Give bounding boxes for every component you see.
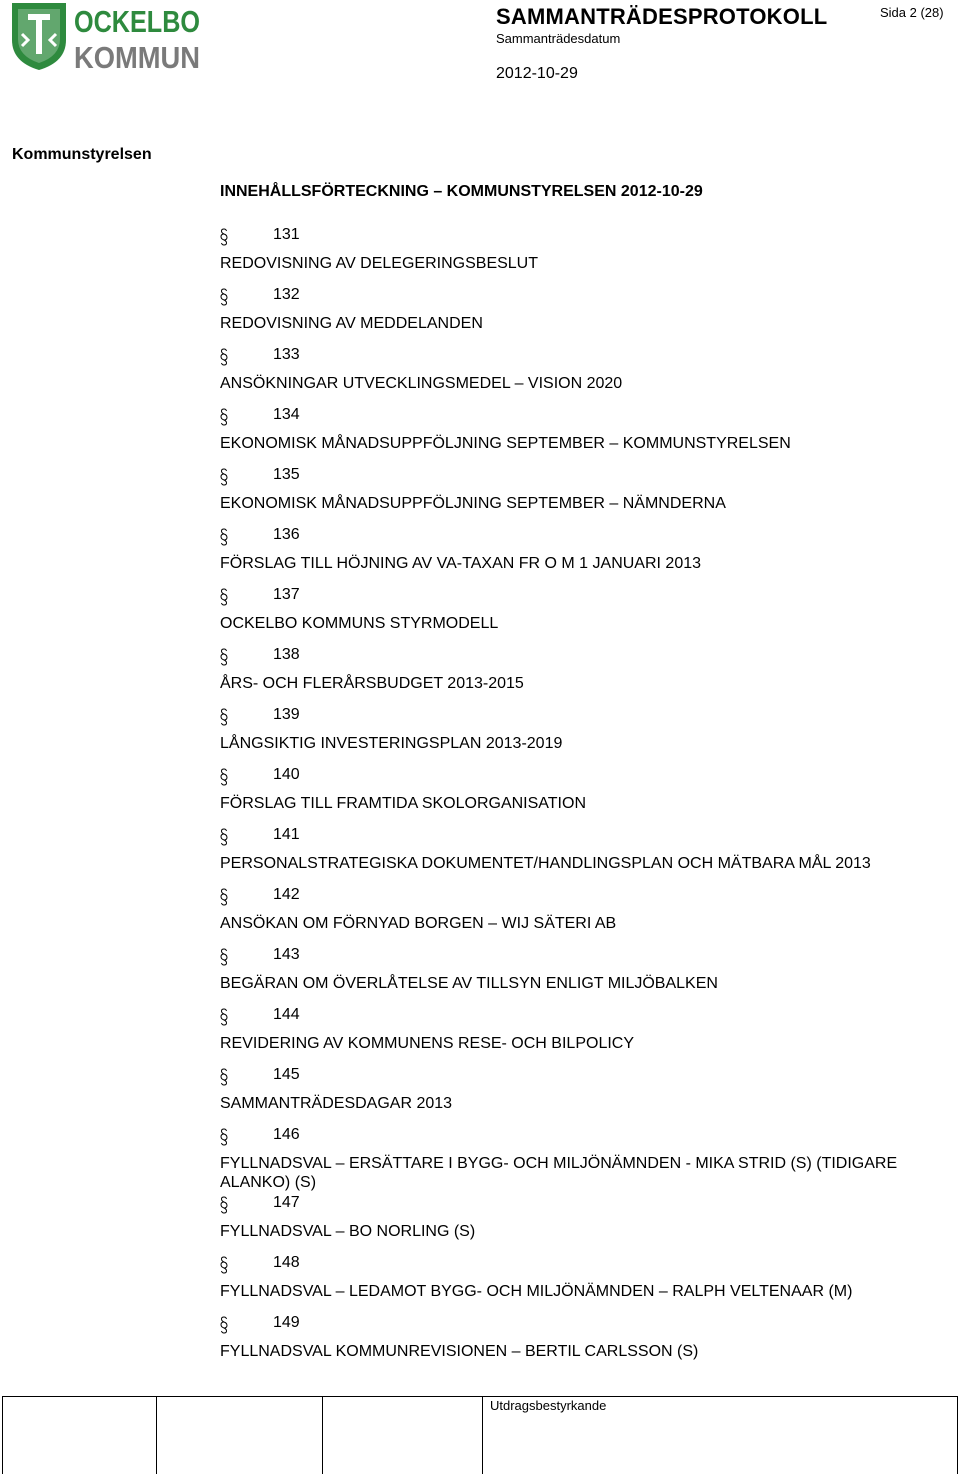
meeting-date-label: Sammanträdesdatum <box>496 31 621 46</box>
toc-item-title: PERSONALSTRATEGISKA DOKUMENTET/HANDLINGSPLAN OCH MÄTBARA MÅL 2013 <box>220 855 871 872</box>
protocol-title: SAMMANTRÄDESPROTOKOLL <box>496 4 828 29</box>
section-sign-icon <box>220 888 228 906</box>
toc-item <box>220 824 950 884</box>
toc-item-number-row <box>220 284 950 314</box>
toc-item-number: 137 <box>273 586 300 603</box>
toc-item-title: FYLLNADSVAL – ERSÄTTARE I BYGG- OCH MILJÖNÄMNDEN - MIKA STRID (S) (TIDIGARE ALANKO) (S) <box>220 1155 898 1191</box>
section-sign-icon <box>220 708 228 726</box>
toc-heading: INNEHÅLLSFÖRTECKNING – KOMMUNSTYRELSEN 2012-10-29 <box>220 183 703 200</box>
section-sign-icon <box>220 408 228 426</box>
toc-item-title: FÖRSLAG TILL HÖJNING AV VA-TAXAN FR O M 1 JANUARI 2013 <box>220 555 702 572</box>
toc-item-number: 144 <box>273 1006 300 1023</box>
toc-item-number-row <box>220 1252 950 1282</box>
toc-item-number: 132 <box>273 286 300 303</box>
municipal-crest-icon <box>8 0 203 75</box>
ockelbo-kommun-logo <box>8 0 203 75</box>
toc-item-title: ANSÖKNINGAR UTVECKLINGSMEDEL – VISION 2020 <box>220 375 623 392</box>
toc-item-title: OCKELBO KOMMUNS STYRMODELL <box>220 615 499 632</box>
toc-item-number: 145 <box>273 1066 300 1083</box>
toc-item-title: FÖRSLAG TILL FRAMTIDA SKOLORGANISATION <box>220 795 586 812</box>
toc-item-number: 133 <box>273 346 300 363</box>
toc-item-title: FYLLNADSVAL KOMMUNREVISIONEN – BERTIL CARLSSON (S) <box>220 1343 699 1360</box>
signature-box <box>156 1396 322 1474</box>
section-sign-icon <box>220 588 228 606</box>
toc-item-number: 140 <box>273 766 300 783</box>
section-sign-icon <box>220 768 228 786</box>
signature-box <box>322 1396 482 1474</box>
toc-item <box>220 524 950 584</box>
toc-item-number: 143 <box>273 946 300 963</box>
toc-item-number-row <box>220 1064 950 1094</box>
section-sign-icon <box>220 288 228 306</box>
toc-item-number: 142 <box>273 886 300 903</box>
toc-item-number: 136 <box>273 526 300 543</box>
toc-item-number: 141 <box>273 826 300 843</box>
toc-item <box>220 584 950 644</box>
section-sign-icon <box>220 1196 228 1214</box>
toc-item-title: ÅRS- OCH FLERÅRSBUDGET 2013-2015 <box>220 675 524 692</box>
toc-item-number: 148 <box>273 1254 300 1271</box>
toc-item <box>220 344 950 404</box>
logo-text-bottom: KOMMUN <box>74 40 200 75</box>
toc-item-number-row <box>220 344 950 374</box>
toc-item-number-row <box>220 1004 950 1034</box>
section-sign-icon <box>220 1256 228 1274</box>
toc-item-title: LÅNGSIKTIG INVESTERINGSPLAN 2013-2019 <box>220 735 563 752</box>
toc-item <box>220 1064 950 1124</box>
section-sign-icon <box>220 348 228 366</box>
section-sign-icon <box>220 1316 228 1334</box>
section-sign-icon <box>220 1008 228 1026</box>
toc-item-number-row <box>220 704 950 734</box>
section-sign-icon <box>220 1128 228 1146</box>
toc-item <box>220 764 950 824</box>
logo-text-top: OCKELBO <box>74 4 200 39</box>
toc-item-number-row <box>220 464 950 494</box>
toc-item-number: 138 <box>273 646 300 663</box>
toc-item-number-row <box>220 524 950 554</box>
signature-box <box>2 1396 156 1474</box>
toc-item <box>220 1004 950 1064</box>
toc-item-title: EKONOMISK MÅNADSUPPFÖLJNING SEPTEMBER – NÄMNDERNA <box>220 495 726 512</box>
section-sign-icon <box>220 648 228 666</box>
toc-item-number: 149 <box>273 1314 300 1331</box>
toc-item-title: SAMMANTRÄDESDAGAR 2013 <box>220 1095 453 1112</box>
toc-item-number-row <box>220 884 950 914</box>
page-number: Sida 2 (28) <box>880 5 944 20</box>
section-sign-icon <box>220 948 228 966</box>
section-sign-icon <box>220 1068 228 1086</box>
toc-item <box>220 1312 950 1372</box>
toc-item-title: FYLLNADSVAL – LEDAMOT BYGG- OCH MILJÖNÄMNDEN – RALPH VELTENAAR (M) <box>220 1283 853 1300</box>
meeting-date: 2012-10-29 <box>496 65 578 82</box>
toc-item-title: FYLLNADSVAL – BO NORLING (S) <box>220 1223 476 1240</box>
toc-item-number-row <box>220 824 950 854</box>
section-sign-icon <box>220 228 228 246</box>
toc-item <box>220 1252 950 1312</box>
toc-item-number-row <box>220 764 950 794</box>
toc-item-number: 146 <box>273 1126 300 1143</box>
toc-item <box>220 884 950 944</box>
toc-item-number-row <box>220 224 950 254</box>
toc-item-number: 147 <box>273 1194 300 1211</box>
toc-item <box>220 464 950 524</box>
toc-item-title: REVIDERING AV KOMMUNENS RESE- OCH BILPOLICY <box>220 1035 635 1052</box>
section-sign-icon <box>220 828 228 846</box>
toc-item-title: REDOVISNING AV DELEGERINGSBESLUT <box>220 255 539 272</box>
toc-item-title: EKONOMISK MÅNADSUPPFÖLJNING SEPTEMBER – KOMMUNSTYRELSEN <box>220 435 791 452</box>
toc-item-number: 131 <box>273 226 300 243</box>
toc-item-number: 134 <box>273 406 300 423</box>
toc-item-number-row <box>220 944 950 974</box>
toc-item-number: 135 <box>273 466 300 483</box>
toc-item <box>220 284 950 344</box>
toc-item-title: BEGÄRAN OM ÖVERLÅTELSE AV TILLSYN ENLIGT MILJÖBALKEN <box>220 975 718 992</box>
toc-item-number-row <box>220 644 950 674</box>
excerpt-certification-label: Utdragsbestyrkande <box>490 1398 607 1413</box>
board-name: Kommunstyrelsen <box>12 146 152 163</box>
section-sign-icon <box>220 468 228 486</box>
toc-item-number: 139 <box>273 706 300 723</box>
toc-item <box>220 1192 950 1252</box>
toc-item-number-row <box>220 1312 950 1342</box>
toc-item-title: ANSÖKAN OM FÖRNYAD BORGEN – WIJ SÄTERI AB <box>220 915 617 932</box>
section-sign-icon <box>220 528 228 546</box>
toc-item-title: REDOVISNING AV MEDDELANDEN <box>220 315 483 332</box>
toc-item <box>220 1124 950 1192</box>
toc-item-number-row <box>220 404 950 434</box>
toc-item <box>220 404 950 464</box>
toc-item <box>220 224 950 284</box>
toc-item <box>220 704 950 764</box>
toc-item-number-row <box>220 584 950 614</box>
toc-item-number-row <box>220 1192 950 1222</box>
signature-footer <box>0 1396 960 1474</box>
table-of-contents <box>220 224 950 1372</box>
toc-item <box>220 644 950 704</box>
toc-item-number-row <box>220 1124 950 1154</box>
toc-item <box>220 944 950 1004</box>
